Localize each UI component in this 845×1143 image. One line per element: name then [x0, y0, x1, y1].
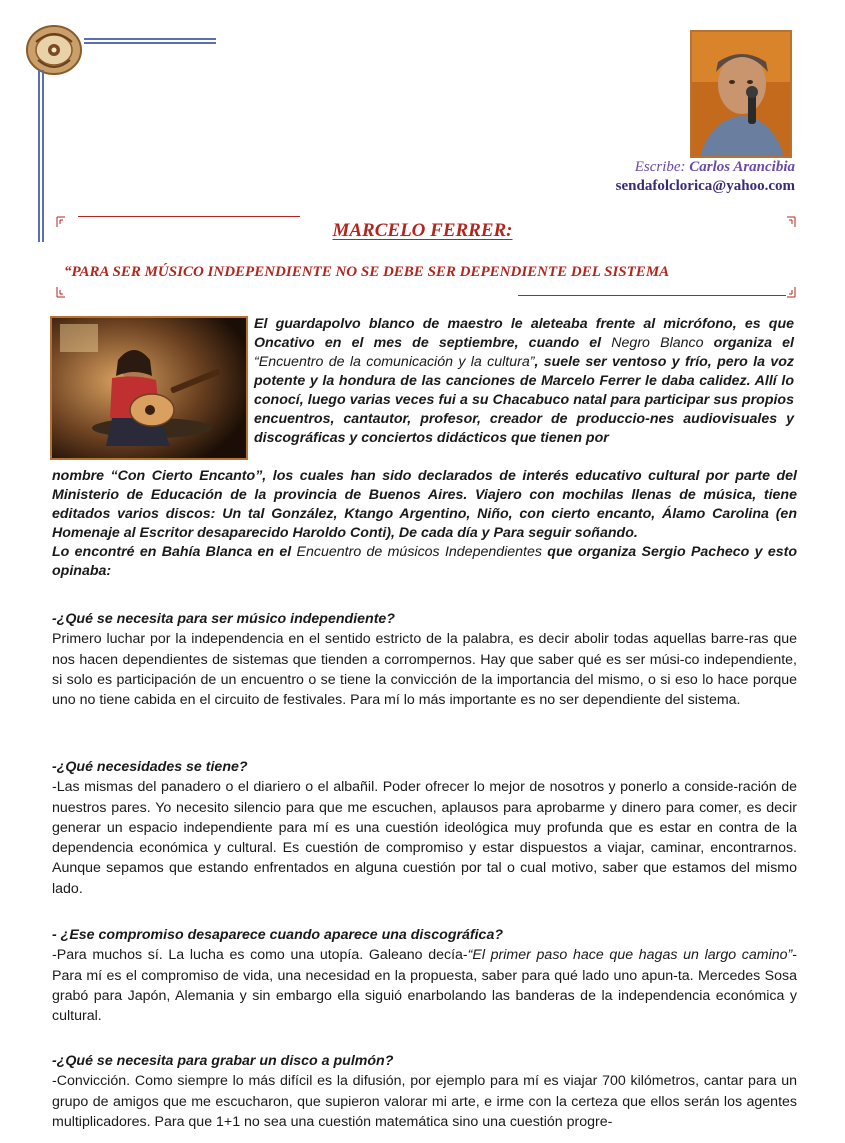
- intro-text: que organiza Sergio Pacheco y esto opinaba:: [52, 544, 797, 579]
- intro-paragraph: [254, 315, 794, 448]
- question: -¿Qué se necesita para grabar un disco a pulmón?: [52, 1053, 394, 1069]
- author-photo: [690, 30, 792, 158]
- corner-ornament-icon: [786, 286, 796, 298]
- left-rule-2: [42, 70, 44, 242]
- top-rule-2: [84, 42, 216, 44]
- byline: [616, 158, 795, 196]
- intro-paragraph-continued: [52, 467, 797, 581]
- answer-text: -Para muchos sí. La lucha es como una utopía. Galeano decía-: [52, 947, 468, 964]
- intro-text: Lo encontré en Bahía Blanca en el: [52, 544, 297, 560]
- intro-text: El guardapolvo blanco de maestro le aleteaba frente al micrófono, es que Oncativo en el mes de septiembre, cuando el: [254, 316, 794, 351]
- corner-ornament-icon: [56, 286, 66, 298]
- qa-block: [52, 1051, 797, 1132]
- intro-text: organiza el: [703, 335, 795, 351]
- qa-block: [52, 757, 797, 899]
- answer-quote: “El primer paso hace que hagas un largo camino”: [467, 947, 793, 964]
- answer: -Las mismas del panadero o el diariero o el albañil. Poder ofrecer lo mejor de nosotros y ponerlo a conside-ración de nuestros pares. Yo necesito silencio para que me escuchen, aplausos para aprobarme y dinero para comer, es decir generar un espacio independiente para mí es una cuestión ideológica muy profunda que es estar en contra de la dependencia económica y cultural. Es cuestión de compromiso y estar dispuestos a viajar, caminar, encontrarnos. Aunque sepamos que estando enfrentados en alguna cuestión por tal o cual motivo, saber que estamos del mismo lado.: [52, 779, 797, 897]
- answer: Primero luchar por la independencia en el sentido estricto de la palabra, es decir abolir todas aquellas barre-ras que nos hacen dependientes de sistemas que tienden a corrompernos. Hay que saber qué es ser músi-co independiente, si solo es participación de un encuentro o se tiene la convicción de la importancia del mismo, o si eso lo hace porque uno no tiene cabida en el circuito de festivales. Para mí lo más importante es no ser dependiente del sistema.: [52, 631, 797, 709]
- intro-text: Negro Blanco: [611, 335, 704, 351]
- author-name: Carlos Arancibia: [689, 159, 795, 175]
- question: -¿Qué se necesita para ser músico independiente?: [52, 611, 395, 627]
- top-rule-1: [84, 38, 216, 40]
- intro-text: Encuentro de músicos Independientes: [296, 544, 542, 560]
- title-rule-top: [78, 216, 300, 217]
- answer: -Convicción. Como siempre lo más difícil es la difusión, por ejemplo para mí es viajar 700 kilómetros, cantar para un grupo de amigos que me escucharon, que supieron valorar mi arte, e irme con la certeza que ellos serán los agentes multiplicadores. Para que 1+1 no sea una cuestión matemática sino una cuestión progre-: [52, 1073, 797, 1130]
- article-title: MARCELO FERRER:: [332, 220, 513, 241]
- guitarist-photo: [50, 316, 248, 460]
- decorative-shell-logo: [24, 20, 86, 78]
- author-email: sendafolclorica@yahoo.com: [615, 178, 795, 194]
- title-rule-bottom: [518, 295, 786, 296]
- article-subtitle: “PARA SER MÚSICO INDEPENDIENTE NO SE DEBE SER DEPENDIENTE DEL SISTEMA: [64, 264, 670, 280]
- intro-text: , suele ser ventoso y frío, pero la voz potente y la hondura de las canciones de Marcelo Ferrer le daba calidez. Allí lo conocí, luego varias veces fui a su Chacabuco natal para participar sus propios encuentros, cantautor, profesor, creador de produccio-nes audiovisuales y discográficas y conciertos didácticos que tienen por: [254, 354, 794, 446]
- intro-text: “Encuentro de la comunicación y la cultura”: [254, 354, 535, 370]
- question: - ¿Ese compromiso desaparece cuando aparece una discográfica?: [52, 927, 504, 943]
- question: -¿Qué necesidades se tiene?: [52, 759, 248, 775]
- qa-block: [52, 609, 797, 710]
- left-rule-1: [38, 70, 40, 242]
- byline-label: Escribe:: [634, 159, 686, 175]
- intro-closing: [52, 543, 797, 581]
- answer-text: - Para mí es el compromiso de vida, una necesidad en la propuesta, saber para qué lado uno apun-ta. Mercedes Sosa grabó para Japón, Alemania y sin embargo ella siguió enarbolando las banderas de la independencia económica y cultural.: [52, 947, 797, 1025]
- answer: [52, 945, 797, 1026]
- qa-block: [52, 925, 797, 1026]
- intro-text: nombre “Con Cierto Encanto”, los cuales han sido declarados de interés educativo cultural por parte del Ministerio de Educación de la provincia de Buenos Aires. Viajero con mochilas llenas de música, tiene editados varios discos: Un tal González, Ktango Argentino, Niño, con cierto encanto, Álamo Carolina (en Homenaje al Escritor desaparecido Haroldo Conti), De cada día y Para seguir soñando.: [52, 468, 797, 541]
